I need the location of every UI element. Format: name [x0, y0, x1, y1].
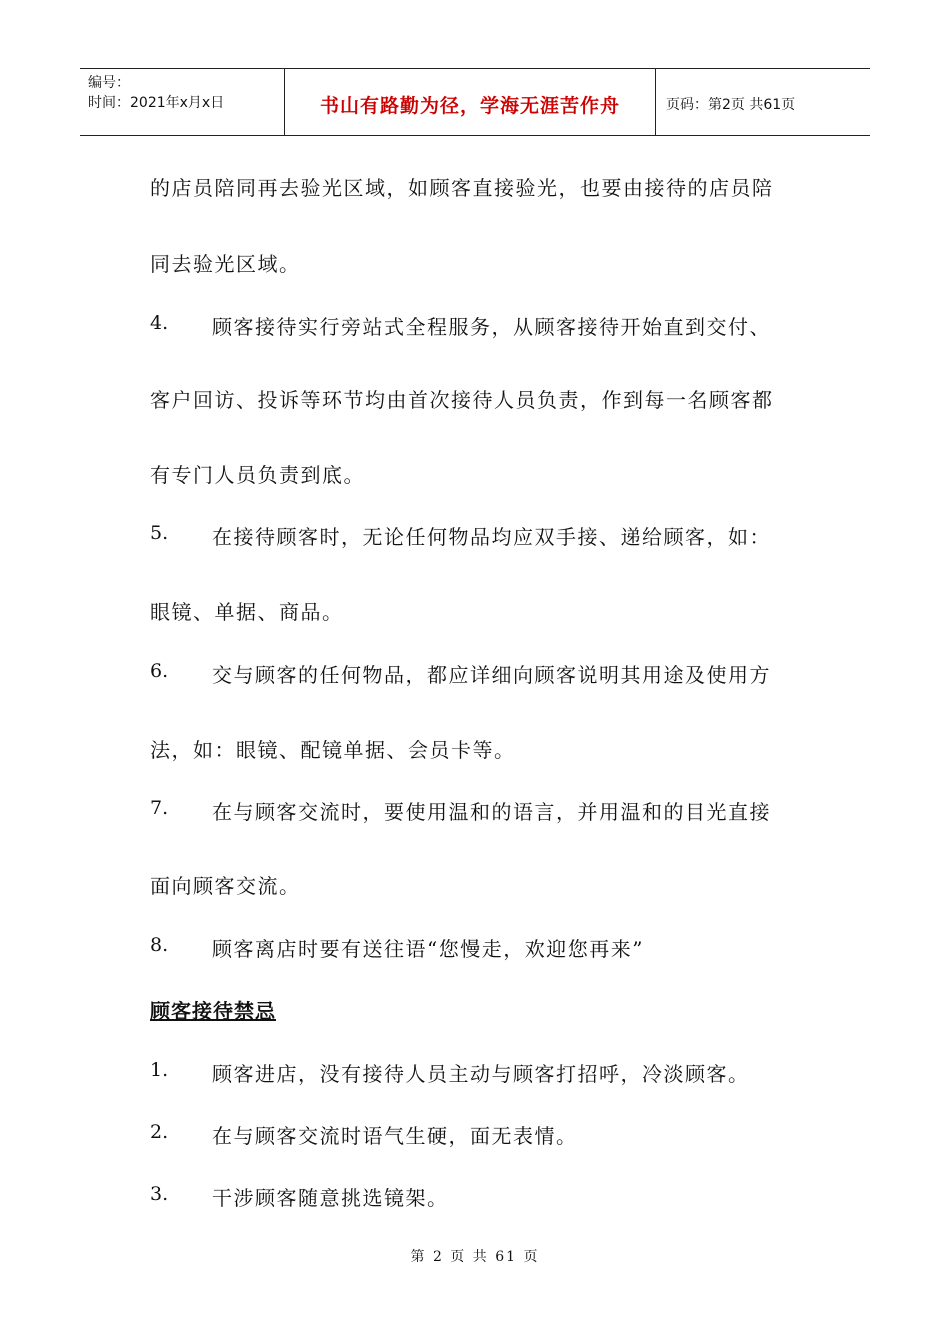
- document-number-label: 编号：: [88, 75, 130, 91]
- list-item-continuation: 法，如：眼镜、配镜单据、会员卡等。: [150, 738, 516, 762]
- list-item-number: 2.: [150, 1121, 169, 1143]
- list-item-text: 在与顾客交流时语气生硬，面无表情。: [212, 1124, 578, 1148]
- document-time-label: 时间：2021年x月x日: [88, 95, 225, 111]
- header-motto: 书山有路勤为径，学海无涯苦作舟: [284, 69, 656, 135]
- paragraph-line: 的店员陪同再去验光区域，如顾客直接验光，也要由接待的店员陪: [150, 176, 774, 200]
- list-item-text: 顾客接待实行旁站式全程服务，从顾客接待开始直到交付、: [212, 315, 771, 339]
- list-item-continuation: 眼镜、单据、商品。: [150, 600, 344, 624]
- header-page-info: 页码：第2页 共61页: [666, 97, 796, 113]
- list-item-text: 在接待顾客时，无论任何物品均应双手接、递给顾客，如：: [212, 525, 771, 549]
- paragraph-line: 同去验光区域。: [150, 252, 301, 276]
- section-title: 顾客接待禁忌: [150, 999, 276, 1023]
- list-item-continuation: 面向顾客交流。: [150, 874, 301, 898]
- list-item-number: 1.: [150, 1059, 169, 1081]
- list-item-text: 顾客进店，没有接待人员主动与顾客打招呼，冷淡顾客。: [212, 1062, 750, 1086]
- page-header: [80, 68, 870, 136]
- list-item-text: 干涉顾客随意挑选镜架。: [212, 1186, 449, 1210]
- list-item-number: 5.: [150, 522, 169, 544]
- list-item-text: 交与顾客的任何物品，都应详细向顾客说明其用途及使用方: [212, 663, 771, 687]
- list-item-continuation: 客户回访、投诉等环节均由首次接待人员负责，作到每一名顾客都: [150, 388, 774, 412]
- list-item-text: 在与顾客交流时，要使用温和的语言，并用温和的目光直接: [212, 800, 771, 824]
- list-item-number: 3.: [150, 1183, 169, 1205]
- list-item-number: 8.: [150, 934, 169, 956]
- list-item-number: 7.: [150, 797, 169, 819]
- list-item-text: 顾客离店时要有送往语“您慢走，欢迎您再来”: [212, 937, 644, 961]
- page-footer: 第 2 页 共 61 页: [410, 1249, 540, 1265]
- list-item-number: 4.: [150, 312, 169, 334]
- list-item-continuation: 有专门人员负责到底。: [150, 463, 365, 487]
- header-meta: [80, 69, 284, 135]
- list-item-number: 6.: [150, 660, 169, 682]
